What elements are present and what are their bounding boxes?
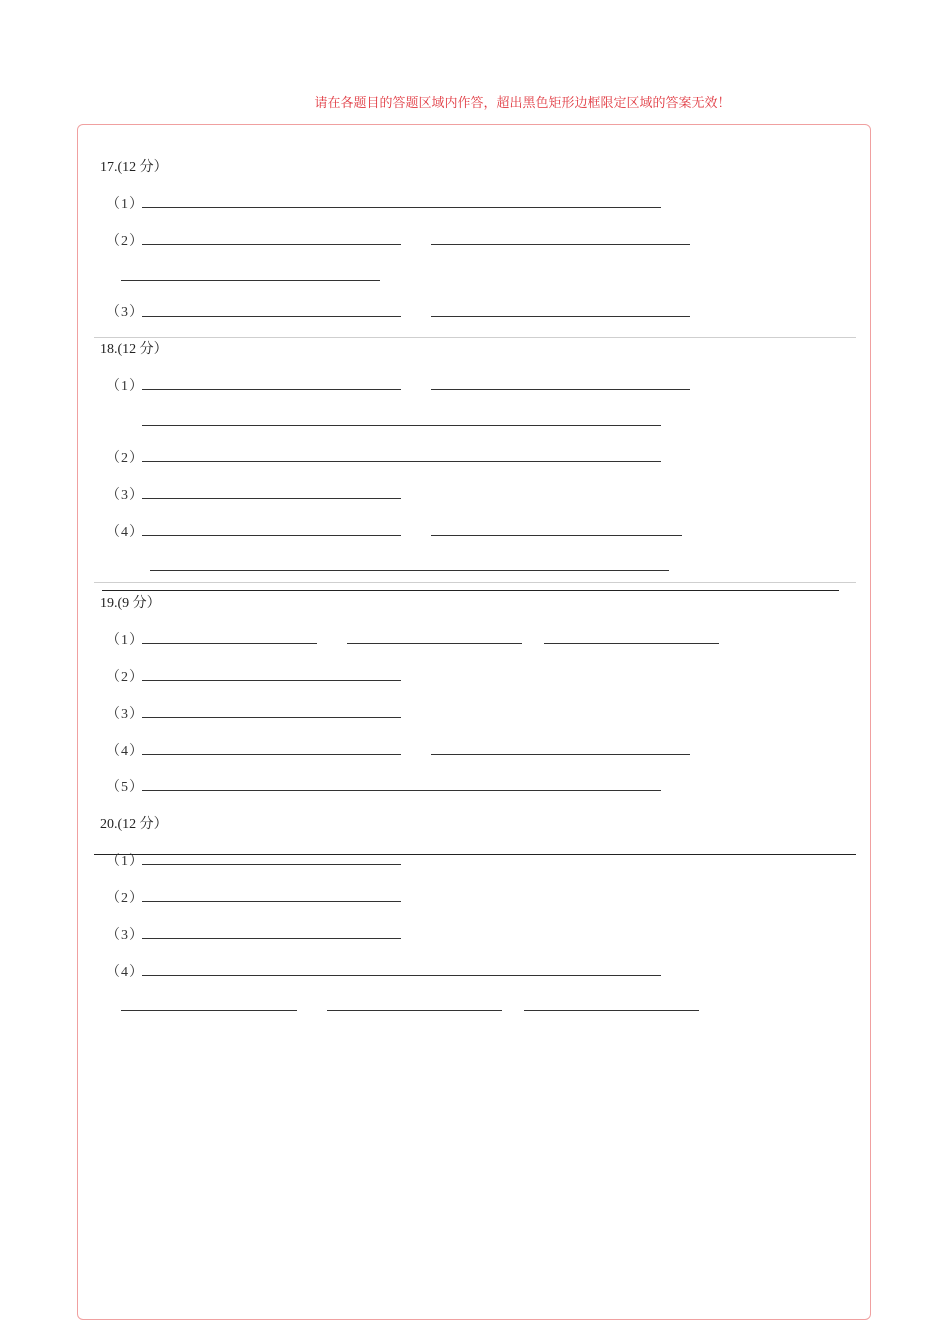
q17-part-2-answer-line-b[interactable] (431, 244, 690, 245)
q18-part-1-answer-line-a[interactable] (142, 389, 401, 390)
section-divider (94, 582, 856, 583)
q17-part-3-label: （3） (106, 305, 144, 320)
q19-part-2-label: （2） (106, 670, 144, 685)
q18-part-4-answer-line-b[interactable] (431, 535, 682, 536)
q17-part-2-answer-line-a[interactable] (142, 244, 401, 245)
q17-part-3-answer-line-b[interactable] (431, 316, 690, 317)
question-17-title: 17.(12 分） (100, 160, 168, 175)
q18-part-1-answer-line-c[interactable] (142, 425, 661, 426)
q17-part-2-answer-line-c[interactable] (121, 280, 380, 281)
q20-part-2-answer-line[interactable] (142, 901, 401, 902)
q18-part-4-label: （4） (106, 525, 144, 540)
q20-part-2-label: （2） (106, 891, 144, 906)
q18-part-4-answer-line-a[interactable] (142, 535, 401, 536)
question-19-title: 19.(9 分） (100, 596, 161, 611)
q17-part-2-label: （2） (106, 234, 144, 249)
q17-part-1-label: （1） (106, 197, 144, 212)
q19-part-2-answer-line[interactable] (142, 680, 401, 681)
q17-part-3-answer-line-a[interactable] (142, 316, 401, 317)
q20-part-3-answer-line[interactable] (142, 938, 401, 939)
q17-part-1-answer-line[interactable] (142, 207, 661, 208)
q18-part-1-label: （1） (106, 379, 144, 394)
q20-part-1-label: （1） (106, 854, 144, 869)
question-20-title: 20.(12 分） (100, 817, 168, 832)
q19-part-5-answer-line[interactable] (142, 790, 661, 791)
answer-area-notice: 请在各题目的答题区域内作答，超出黑色矩形边框限定区域的答案无效！ (314, 95, 731, 110)
q18-part-3-answer-line[interactable] (142, 498, 401, 499)
q19-part-4-label: （4） (106, 744, 144, 759)
section-rule (102, 590, 839, 591)
q20-part-4-label: （4） (106, 965, 144, 980)
q20-part-3-label: （3） (106, 928, 144, 943)
q19-part-1-answer-line-c[interactable] (544, 643, 719, 644)
q18-part-2-answer-line[interactable] (142, 461, 661, 462)
q19-part-1-answer-line-a[interactable] (142, 643, 317, 644)
q19-part-1-label: （1） (106, 633, 144, 648)
q18-part-4-answer-line-c[interactable] (150, 570, 669, 571)
section-divider (94, 337, 856, 338)
q19-part-4-answer-line-a[interactable] (142, 754, 401, 755)
q20-part-4-answer-line-d[interactable] (524, 1010, 699, 1011)
q19-part-1-answer-line-b[interactable] (347, 643, 522, 644)
q19-part-5-label: （5） (106, 780, 144, 795)
q20-part-4-answer-line-a[interactable] (142, 975, 661, 976)
q20-part-4-answer-line-c[interactable] (327, 1010, 502, 1011)
q18-part-3-label: （3） (106, 488, 144, 503)
q18-part-1-answer-line-b[interactable] (431, 389, 690, 390)
q19-part-3-answer-line[interactable] (142, 717, 401, 718)
q19-part-3-label: （3） (106, 707, 144, 722)
q18-part-2-label: （2） (106, 451, 144, 466)
answer-frame (77, 124, 871, 1320)
q20-part-4-answer-line-b[interactable] (121, 1010, 297, 1011)
section-rule (94, 854, 856, 855)
q20-part-1-answer-line[interactable] (142, 864, 401, 865)
question-18-title: 18.(12 分） (100, 342, 168, 357)
q19-part-4-answer-line-b[interactable] (431, 754, 690, 755)
